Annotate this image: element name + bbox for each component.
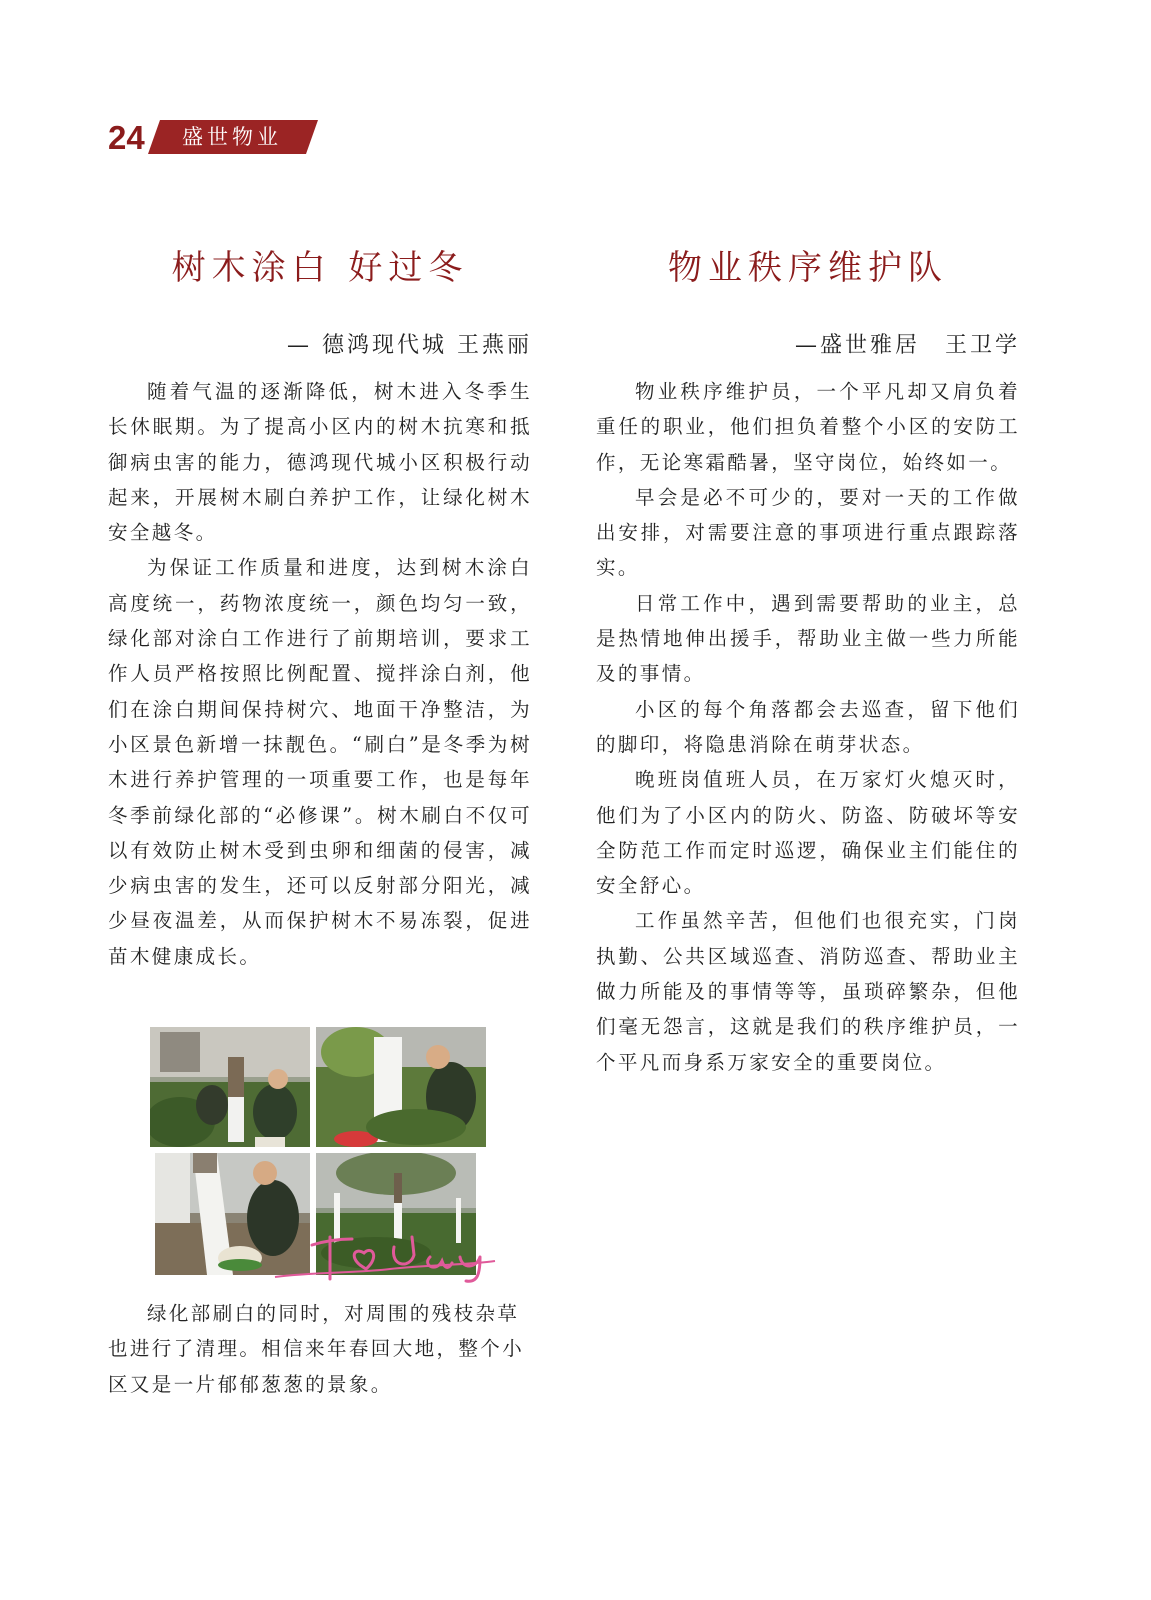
page-number: 24: [108, 119, 145, 156]
right-article-title: 物业秩序维护队: [668, 248, 948, 288]
left-article-title: 树木涂白 好过冬: [171, 248, 469, 288]
left-article-body: [108, 374, 532, 974]
photo-worker-painting-tree: [150, 1027, 310, 1147]
photo-caption: [108, 1296, 532, 1402]
today-watermark-icon: [270, 1217, 500, 1287]
photo-collage: [150, 1027, 486, 1275]
left-paragraph: 为保证工作质量和进度，达到树木涂白高度统一，药物浓度统一，颜色均匀一致，绿化部对涂白工作进行了前期培训，要求工作人员严格按照比例配置、搅拌涂白剂，他们在涂白期间保持树穴、地面干净整洁，为小区景色新增一抹靓色。“刷白”是冬季为树木进行养护管理的一项重要工作，也是每年冬季前绿化部的“必修课”。树木刷白不仅可以有效防止树木受到虫卵和细菌的侵害，减少病虫害的发生，还可以反射部分阳光，减少昼夜温差，从而保护树木不易冻裂，促进苗木健康成长。: [108, 556, 532, 968]
right-paragraph: 日常工作中，遇到需要帮助的业主，总是热情地伸出援手，帮助业主做一些力所能及的事情。: [596, 591, 1020, 686]
right-paragraph: 物业秩序维护员，一个平凡却又肩负着重任的职业，他们担负着整个小区的安防工作，无论寒霜酷暑，坚守岗位，始终如一。: [596, 380, 1020, 474]
right-paragraph: 工作虽然辛苦，但他们也很充实，门岗执勤、公共区域巡查、消防巡查、帮助业主做力所能及的事情等等，虽琐碎繁杂，但他们毫无怨言，这就是我们的秩序维护员，一个平凡而身系万家安全的重要岗位。: [596, 909, 1020, 1074]
right-paragraph: 晚班岗值班人员，在万家灯火熄灭时，他们为了小区内的防火、防盗、防破坏等安全防范工作而定时巡逻，确保业主们能住的安全舒心。: [596, 768, 1020, 898]
page-header: [108, 118, 328, 158]
right-article-body: [596, 374, 1020, 1080]
left-article-byline: — 德鸿现代城 王燕丽: [287, 333, 532, 358]
right-article-byline: —盛世雅居 王卫学: [794, 333, 1020, 358]
photo-worker-with-bucket: [316, 1027, 486, 1147]
left-paragraph: 随着气温的逐渐降低，树木进入冬季生长休眠期。为了提高小区内的树木抗寒和抵御病虫害的能力，德鸿现代城小区积极行动起来，开展树木刷白养护工作，让绿化树木安全越冬。: [108, 380, 532, 545]
right-paragraph: 早会是必不可少的，要对一天的工作做出安排，对需要注意的事项进行重点跟踪落实。: [596, 485, 1020, 580]
caption-text: 绿化部刷白的同时，对周围的残枝杂草也进行了清理。相信来年春回大地，整个小区又是一片郁郁葱葱的景象。: [108, 1302, 525, 1396]
section-title: 盛世物业: [182, 125, 282, 149]
right-paragraph: 小区的每个角落都会去巡查，留下他们的脚印，将隐患消除在萌芽状态。: [596, 697, 1020, 756]
